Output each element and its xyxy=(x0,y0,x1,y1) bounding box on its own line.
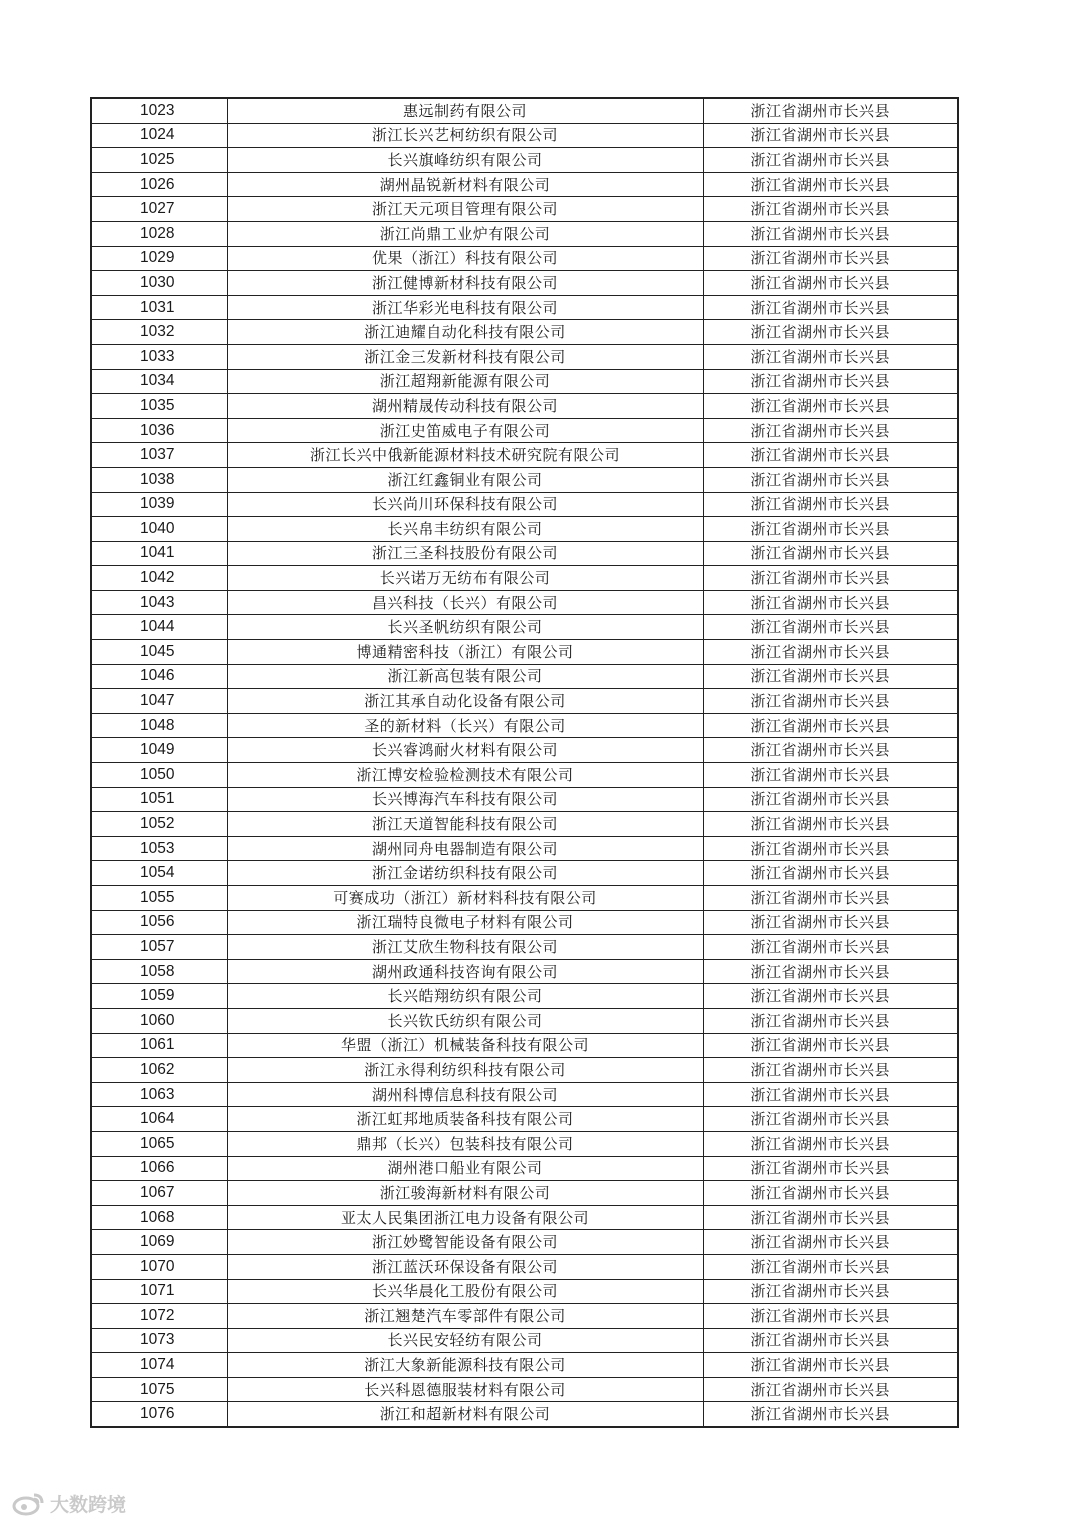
row-id-cell: 1063 xyxy=(91,1082,227,1107)
row-id-cell: 1048 xyxy=(91,713,227,738)
row-id-cell: 1055 xyxy=(91,886,227,911)
table-row xyxy=(91,98,958,123)
location-cell: 浙江省湖州市长兴县 xyxy=(703,418,958,443)
location-cell: 浙江省湖州市长兴县 xyxy=(703,689,958,714)
row-id-cell: 1070 xyxy=(91,1254,227,1279)
location-cell: 浙江省湖州市长兴县 xyxy=(703,1402,958,1427)
table-row xyxy=(91,320,958,345)
company-name-cell: 浙江永得利纺织科技有限公司 xyxy=(227,1058,703,1083)
row-id-cell: 1038 xyxy=(91,467,227,492)
company-name-cell: 浙江其承自动化设备有限公司 xyxy=(227,689,703,714)
table-row xyxy=(91,615,958,640)
row-id-cell: 1026 xyxy=(91,172,227,197)
company-name-cell: 浙江蓝沃环保设备有限公司 xyxy=(227,1254,703,1279)
table-row xyxy=(91,1181,958,1206)
location-cell: 浙江省湖州市长兴县 xyxy=(703,812,958,837)
row-id-cell: 1044 xyxy=(91,615,227,640)
row-id-cell: 1023 xyxy=(91,98,227,123)
company-name-cell: 湖州政通科技咨询有限公司 xyxy=(227,959,703,984)
location-cell: 浙江省湖州市长兴县 xyxy=(703,738,958,763)
company-name-cell: 长兴诺万无纺布有限公司 xyxy=(227,566,703,591)
row-id-cell: 1069 xyxy=(91,1230,227,1255)
company-name-cell: 圣的新材料（长兴）有限公司 xyxy=(227,713,703,738)
table-row xyxy=(91,1008,958,1033)
company-name-cell: 长兴皓翔纺织有限公司 xyxy=(227,984,703,1009)
row-id-cell: 1040 xyxy=(91,517,227,542)
location-cell: 浙江省湖州市长兴县 xyxy=(703,295,958,320)
company-name-cell: 浙江迪耀自动化科技有限公司 xyxy=(227,320,703,345)
location-cell: 浙江省湖州市长兴县 xyxy=(703,221,958,246)
row-id-cell: 1064 xyxy=(91,1107,227,1132)
location-cell: 浙江省湖州市长兴县 xyxy=(703,959,958,984)
location-cell: 浙江省湖州市长兴县 xyxy=(703,98,958,123)
row-id-cell: 1034 xyxy=(91,369,227,394)
row-id-cell: 1039 xyxy=(91,492,227,517)
company-name-cell: 湖州精晟传动科技有限公司 xyxy=(227,394,703,419)
company-name-cell: 浙江骏海新材料有限公司 xyxy=(227,1181,703,1206)
location-cell: 浙江省湖州市长兴县 xyxy=(703,394,958,419)
company-name-cell: 浙江长兴艺柯纺织有限公司 xyxy=(227,123,703,148)
location-cell: 浙江省湖州市长兴县 xyxy=(703,492,958,517)
row-id-cell: 1057 xyxy=(91,935,227,960)
location-cell: 浙江省湖州市长兴县 xyxy=(703,271,958,296)
table-row xyxy=(91,1058,958,1083)
table-row xyxy=(91,836,958,861)
table-row xyxy=(91,394,958,419)
row-id-cell: 1029 xyxy=(91,246,227,271)
table-row xyxy=(91,1353,958,1378)
company-name-cell: 湖州港口船业有限公司 xyxy=(227,1156,703,1181)
row-id-cell: 1066 xyxy=(91,1156,227,1181)
company-name-cell: 湖州科博信息科技有限公司 xyxy=(227,1082,703,1107)
row-id-cell: 1025 xyxy=(91,148,227,173)
table-row xyxy=(91,566,958,591)
location-cell: 浙江省湖州市长兴县 xyxy=(703,1181,958,1206)
location-cell: 浙江省湖州市长兴县 xyxy=(703,886,958,911)
row-id-cell: 1075 xyxy=(91,1377,227,1402)
company-name-cell: 长兴博海汽车科技有限公司 xyxy=(227,787,703,812)
table-row xyxy=(91,246,958,271)
company-name-cell: 湖州晶锐新材料有限公司 xyxy=(227,172,703,197)
location-cell: 浙江省湖州市长兴县 xyxy=(703,1254,958,1279)
row-id-cell: 1050 xyxy=(91,763,227,788)
row-id-cell: 1051 xyxy=(91,787,227,812)
table-row xyxy=(91,1131,958,1156)
company-name-cell: 长兴华晨化工股份有限公司 xyxy=(227,1279,703,1304)
row-id-cell: 1047 xyxy=(91,689,227,714)
table-row xyxy=(91,1107,958,1132)
table-row xyxy=(91,590,958,615)
row-id-cell: 1027 xyxy=(91,197,227,222)
company-name-cell: 浙江和超新材料有限公司 xyxy=(227,1402,703,1427)
company-name-cell: 华盟（浙江）机械装备科技有限公司 xyxy=(227,1033,703,1058)
watermark-text: 大数跨境 xyxy=(50,1494,127,1516)
table-row xyxy=(91,369,958,394)
location-cell: 浙江省湖州市长兴县 xyxy=(703,1058,958,1083)
row-id-cell: 1062 xyxy=(91,1058,227,1083)
table-row xyxy=(91,763,958,788)
table-row xyxy=(91,664,958,689)
table-row xyxy=(91,295,958,320)
location-cell: 浙江省湖州市长兴县 xyxy=(703,1205,958,1230)
row-id-cell: 1054 xyxy=(91,861,227,886)
company-name-cell: 浙江健博新材科技有限公司 xyxy=(227,271,703,296)
table-row xyxy=(91,1328,958,1353)
company-name-cell: 浙江史笛威电子有限公司 xyxy=(227,418,703,443)
table-row xyxy=(91,713,958,738)
company-name-cell: 长兴旗峰纺织有限公司 xyxy=(227,148,703,173)
company-name-cell: 优果（浙江）科技有限公司 xyxy=(227,246,703,271)
location-cell: 浙江省湖州市长兴县 xyxy=(703,787,958,812)
location-cell: 浙江省湖州市长兴县 xyxy=(703,467,958,492)
row-id-cell: 1058 xyxy=(91,959,227,984)
weibo-logo-icon xyxy=(12,1491,46,1517)
table-row xyxy=(91,1254,958,1279)
location-cell: 浙江省湖州市长兴县 xyxy=(703,1107,958,1132)
row-id-cell: 1056 xyxy=(91,910,227,935)
company-name-cell: 鼎邦（长兴）包装科技有限公司 xyxy=(227,1131,703,1156)
table-row xyxy=(91,640,958,665)
table-row xyxy=(91,221,958,246)
table-row xyxy=(91,910,958,935)
company-name-cell: 浙江虹邦地质装备科技有限公司 xyxy=(227,1107,703,1132)
location-cell: 浙江省湖州市长兴县 xyxy=(703,1131,958,1156)
table-row xyxy=(91,1377,958,1402)
watermark xyxy=(12,1490,126,1517)
table-row xyxy=(91,787,958,812)
row-id-cell: 1074 xyxy=(91,1353,227,1378)
location-cell: 浙江省湖州市长兴县 xyxy=(703,861,958,886)
location-cell: 浙江省湖州市长兴县 xyxy=(703,664,958,689)
company-name-cell: 浙江红鑫铜业有限公司 xyxy=(227,467,703,492)
table-row xyxy=(91,344,958,369)
location-cell: 浙江省湖州市长兴县 xyxy=(703,1082,958,1107)
location-cell: 浙江省湖州市长兴县 xyxy=(703,1033,958,1058)
table-row xyxy=(91,271,958,296)
location-cell: 浙江省湖州市长兴县 xyxy=(703,148,958,173)
table-row xyxy=(91,1402,958,1427)
table-row xyxy=(91,1033,958,1058)
location-cell: 浙江省湖州市长兴县 xyxy=(703,1328,958,1353)
location-cell: 浙江省湖州市长兴县 xyxy=(703,344,958,369)
table-row xyxy=(91,1205,958,1230)
row-id-cell: 1049 xyxy=(91,738,227,763)
company-name-cell: 长兴圣帆纺织有限公司 xyxy=(227,615,703,640)
location-cell: 浙江省湖州市长兴县 xyxy=(703,836,958,861)
company-name-cell: 长兴钦氏纺织有限公司 xyxy=(227,1008,703,1033)
company-name-cell: 浙江大象新能源科技有限公司 xyxy=(227,1353,703,1378)
company-name-cell: 浙江天道智能科技有限公司 xyxy=(227,812,703,837)
location-cell: 浙江省湖州市长兴县 xyxy=(703,910,958,935)
table-row xyxy=(91,541,958,566)
location-cell: 浙江省湖州市长兴县 xyxy=(703,123,958,148)
row-id-cell: 1061 xyxy=(91,1033,227,1058)
location-cell: 浙江省湖州市长兴县 xyxy=(703,763,958,788)
row-id-cell: 1071 xyxy=(91,1279,227,1304)
row-id-cell: 1028 xyxy=(91,221,227,246)
location-cell: 浙江省湖州市长兴县 xyxy=(703,517,958,542)
location-cell: 浙江省湖州市长兴县 xyxy=(703,172,958,197)
location-cell: 浙江省湖州市长兴县 xyxy=(703,984,958,1009)
row-id-cell: 1043 xyxy=(91,590,227,615)
company-name-cell: 浙江艾欣生物科技有限公司 xyxy=(227,935,703,960)
table-row xyxy=(91,172,958,197)
table-row xyxy=(91,467,958,492)
company-name-cell: 浙江新高包装有限公司 xyxy=(227,664,703,689)
company-name-cell: 惠远制药有限公司 xyxy=(227,98,703,123)
table-row xyxy=(91,984,958,1009)
location-cell: 浙江省湖州市长兴县 xyxy=(703,246,958,271)
location-cell: 浙江省湖州市长兴县 xyxy=(703,320,958,345)
table-row xyxy=(91,492,958,517)
location-cell: 浙江省湖州市长兴县 xyxy=(703,640,958,665)
company-name-cell: 昌兴科技（长兴）有限公司 xyxy=(227,590,703,615)
row-id-cell: 1037 xyxy=(91,443,227,468)
row-id-cell: 1032 xyxy=(91,320,227,345)
table-row xyxy=(91,418,958,443)
table-row xyxy=(91,935,958,960)
row-id-cell: 1041 xyxy=(91,541,227,566)
location-cell: 浙江省湖州市长兴县 xyxy=(703,1279,958,1304)
location-cell: 浙江省湖州市长兴县 xyxy=(703,1230,958,1255)
row-id-cell: 1065 xyxy=(91,1131,227,1156)
table-row xyxy=(91,197,958,222)
company-name-cell: 浙江超翔新能源有限公司 xyxy=(227,369,703,394)
location-cell: 浙江省湖州市长兴县 xyxy=(703,590,958,615)
row-id-cell: 1045 xyxy=(91,640,227,665)
table-row xyxy=(91,959,958,984)
row-id-cell: 1053 xyxy=(91,836,227,861)
location-cell: 浙江省湖州市长兴县 xyxy=(703,369,958,394)
table-row xyxy=(91,148,958,173)
row-id-cell: 1072 xyxy=(91,1304,227,1329)
row-id-cell: 1073 xyxy=(91,1328,227,1353)
company-name-cell: 浙江长兴中俄新能源材料技术研究院有限公司 xyxy=(227,443,703,468)
company-name-cell: 长兴民安轻纺有限公司 xyxy=(227,1328,703,1353)
company-name-cell: 浙江华彩光电科技有限公司 xyxy=(227,295,703,320)
company-name-cell: 浙江金诺纺织科技有限公司 xyxy=(227,861,703,886)
row-id-cell: 1035 xyxy=(91,394,227,419)
location-cell: 浙江省湖州市长兴县 xyxy=(703,197,958,222)
row-id-cell: 1067 xyxy=(91,1181,227,1206)
row-id-cell: 1042 xyxy=(91,566,227,591)
table-row xyxy=(91,1304,958,1329)
company-name-cell: 浙江金三发新材科技有限公司 xyxy=(227,344,703,369)
row-id-cell: 1036 xyxy=(91,418,227,443)
row-id-cell: 1060 xyxy=(91,1008,227,1033)
company-name-cell: 长兴尚川环保科技有限公司 xyxy=(227,492,703,517)
company-name-cell: 浙江翘楚汽车零部件有限公司 xyxy=(227,1304,703,1329)
company-name-cell: 长兴科恩德服装材料有限公司 xyxy=(227,1377,703,1402)
company-name-cell: 湖州同舟电器制造有限公司 xyxy=(227,836,703,861)
table-row xyxy=(91,1230,958,1255)
table-row xyxy=(91,861,958,886)
row-id-cell: 1068 xyxy=(91,1205,227,1230)
company-name-cell: 可赛成功（浙江）新材料科技有限公司 xyxy=(227,886,703,911)
location-cell: 浙江省湖州市长兴县 xyxy=(703,443,958,468)
location-cell: 浙江省湖州市长兴县 xyxy=(703,615,958,640)
table-row xyxy=(91,1156,958,1181)
table-row xyxy=(91,886,958,911)
row-id-cell: 1046 xyxy=(91,664,227,689)
table-row xyxy=(91,1279,958,1304)
row-id-cell: 1030 xyxy=(91,271,227,296)
company-name-cell: 浙江博安检验检测技术有限公司 xyxy=(227,763,703,788)
company-name-cell: 长兴帛丰纺织有限公司 xyxy=(227,517,703,542)
location-cell: 浙江省湖州市长兴县 xyxy=(703,1008,958,1033)
table-row xyxy=(91,517,958,542)
table-body xyxy=(91,98,958,1427)
table-row xyxy=(91,1082,958,1107)
location-cell: 浙江省湖州市长兴县 xyxy=(703,1304,958,1329)
row-id-cell: 1024 xyxy=(91,123,227,148)
row-id-cell: 1059 xyxy=(91,984,227,1009)
row-id-cell: 1033 xyxy=(91,344,227,369)
row-id-cell: 1076 xyxy=(91,1402,227,1427)
table-row xyxy=(91,123,958,148)
company-name-cell: 浙江三圣科技股份有限公司 xyxy=(227,541,703,566)
company-name-cell: 博通精密科技（浙江）有限公司 xyxy=(227,640,703,665)
company-list-table xyxy=(90,97,959,1428)
location-cell: 浙江省湖州市长兴县 xyxy=(703,713,958,738)
table-row xyxy=(91,738,958,763)
location-cell: 浙江省湖州市长兴县 xyxy=(703,1353,958,1378)
location-cell: 浙江省湖州市长兴县 xyxy=(703,935,958,960)
company-name-cell: 长兴睿鸿耐火材料有限公司 xyxy=(227,738,703,763)
table-row xyxy=(91,443,958,468)
company-name-cell: 浙江尚鼎工业炉有限公司 xyxy=(227,221,703,246)
company-name-cell: 浙江瑞特良微电子材料有限公司 xyxy=(227,910,703,935)
location-cell: 浙江省湖州市长兴县 xyxy=(703,566,958,591)
company-name-cell: 浙江妙鹭智能设备有限公司 xyxy=(227,1230,703,1255)
table-row xyxy=(91,689,958,714)
row-id-cell: 1031 xyxy=(91,295,227,320)
company-name-cell: 亚太人民集团浙江电力设备有限公司 xyxy=(227,1205,703,1230)
table-row xyxy=(91,812,958,837)
row-id-cell: 1052 xyxy=(91,812,227,837)
location-cell: 浙江省湖州市长兴县 xyxy=(703,541,958,566)
company-name-cell: 浙江天元项目管理有限公司 xyxy=(227,197,703,222)
location-cell: 浙江省湖州市长兴县 xyxy=(703,1377,958,1402)
location-cell: 浙江省湖州市长兴县 xyxy=(703,1156,958,1181)
